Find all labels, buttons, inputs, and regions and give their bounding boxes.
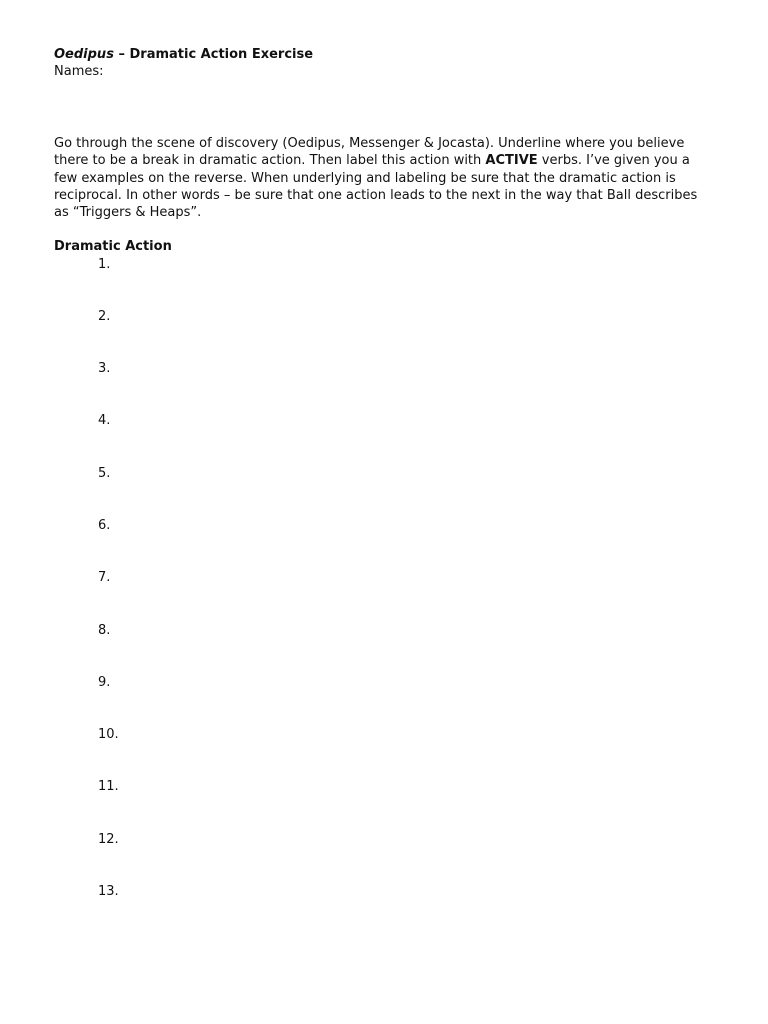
list-item-number: 7. <box>98 570 111 585</box>
list-item-number: 8. <box>98 623 111 638</box>
instructions-paragraph <box>54 135 734 221</box>
list-item-number: 3. <box>98 361 111 376</box>
dramatic-action-heading: Dramatic Action <box>54 239 172 254</box>
list-item-number: 9. <box>98 675 111 690</box>
list-item-number: 6. <box>98 518 111 533</box>
instructions-line-2-start: there to be a break in dramatic action. Then label this action with <box>54 153 486 169</box>
list-item-number: 2. <box>98 309 111 324</box>
list-item-number: 1. <box>98 257 111 272</box>
active-emphasis: ACTIVE <box>485 153 538 169</box>
document-title <box>54 47 313 63</box>
instructions-line-2-end: verbs. I’ve given you a <box>537 153 690 169</box>
list-item-number: 10. <box>98 727 119 742</box>
list-item-number: 13. <box>98 884 119 899</box>
list-item-number: 5. <box>98 466 111 481</box>
instructions-line-3: few examples on the reverse. When underlying and labeling be sure that the dramatic action is <box>54 170 676 186</box>
title-play-name: Oedipus <box>54 47 114 62</box>
list-item-number: 4. <box>98 413 111 428</box>
instructions-line-5: as “Triggers & Heaps”. <box>54 205 202 221</box>
instructions-line-2 <box>54 152 734 169</box>
names-label: Names: <box>54 64 104 79</box>
title-exercise-name: – Dramatic Action Exercise <box>113 47 314 62</box>
instructions-line-4: reciprocal. In other words – be sure that one action leads to the next in the way that Ball describes <box>54 187 698 203</box>
list-item-number: 12. <box>98 832 119 847</box>
list-item-number: 11. <box>98 779 119 794</box>
instructions-line-1: Go through the scene of discovery (Oedipus, Messenger & Jocasta). Underline where you believe <box>54 136 685 151</box>
